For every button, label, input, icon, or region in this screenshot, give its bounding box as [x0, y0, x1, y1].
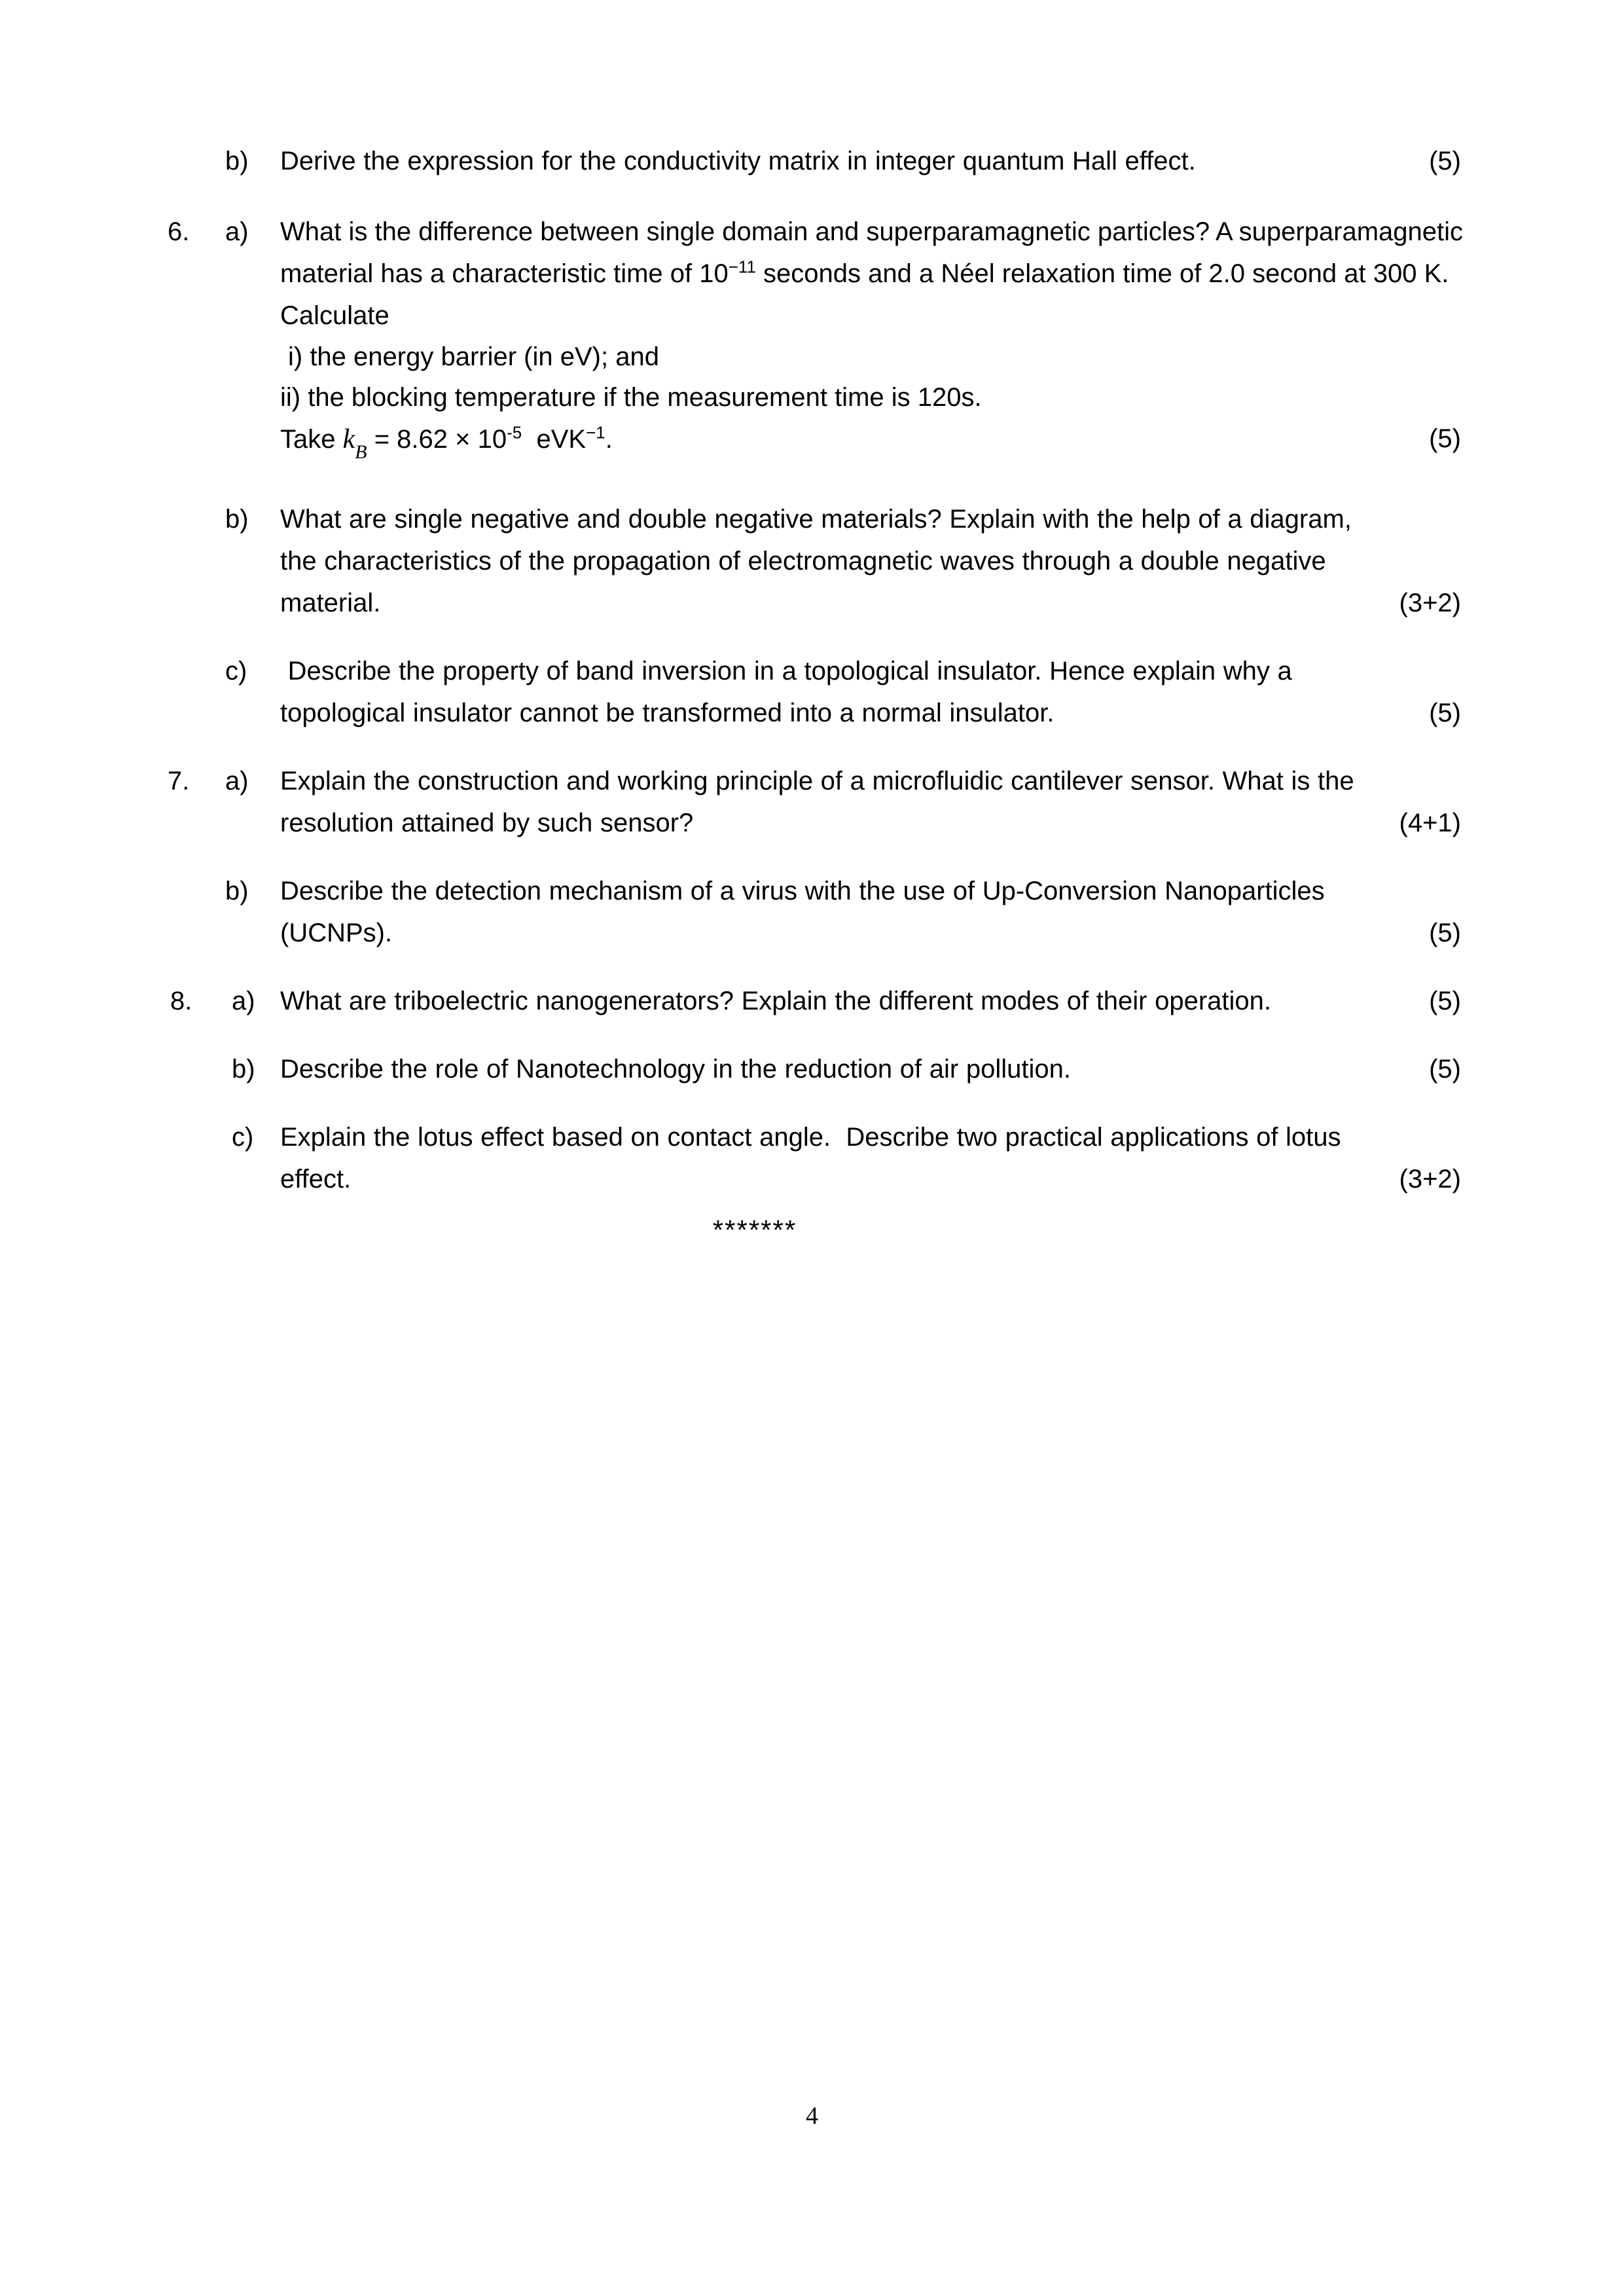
question-text [280, 870, 1355, 954]
question-text [280, 760, 1362, 844]
question-marks: (5) [1429, 424, 1461, 453]
formula-base: 10 [470, 425, 507, 454]
formula-prefix: Take [280, 425, 343, 454]
formula-row [280, 418, 1465, 469]
question-text [280, 140, 1355, 182]
question-number: 8. [170, 987, 192, 1015]
question-sublabel: c) [225, 657, 247, 685]
subitem-i: i) the energy barrier (in eV); and [288, 342, 659, 371]
question-text [280, 498, 1360, 624]
question-sublabel: a) [232, 987, 255, 1015]
spacer [162, 182, 1465, 211]
question-exponent: −11 [728, 257, 756, 277]
spacer [162, 734, 1465, 760]
question-text-body: Explain the construction and working principle of a microfluidic cantilever sensor. What is the resolution attained by such sensor? [280, 767, 1362, 837]
question-marks: (3+2) [1399, 589, 1461, 617]
question-text-body: Describe the detection mechanism of a virus with the use of Up-Conversion Nanoparticles (UCNPs). [280, 877, 1333, 947]
formula-period: . [605, 425, 613, 454]
question-text [280, 980, 1355, 1022]
question-text-part1: What is the difference between single domain and superparamagnetic particles? A superparamagnetic material has a characteristic time of 10 [280, 217, 1464, 288]
page-number: 4 [806, 2102, 818, 2130]
question-text [280, 211, 1465, 469]
boltzmann-constant-formula [280, 418, 1355, 469]
spacer [162, 954, 1465, 980]
question-sublabel: a) [225, 217, 249, 246]
formula-unit-exponent: −1 [586, 422, 605, 443]
spacer [162, 1022, 1465, 1048]
formula-symbol-subscript: B [355, 441, 367, 463]
spacer [162, 624, 1465, 650]
question-text-body: Derive the expression for the conductivity matrix in integer quantum Hall effect. [280, 147, 1196, 175]
question-row [162, 760, 1465, 844]
questions-container [162, 140, 1465, 1248]
question-text-body: What are triboelectric nanogenerators? Explain the different modes of their operation. [280, 987, 1272, 1015]
formula-times: × [455, 425, 471, 454]
question-row [162, 870, 1465, 954]
question-row [162, 140, 1465, 182]
question-row [162, 211, 1465, 469]
formula-symbol: k [342, 424, 355, 454]
question-text [280, 650, 1355, 734]
formula-unit: eVK [522, 425, 586, 454]
spacer [162, 844, 1465, 870]
question-row [162, 498, 1465, 624]
question-marks: (5) [1429, 1055, 1461, 1084]
question-marks: (4+1) [1399, 809, 1461, 837]
question-text [280, 1048, 1355, 1090]
spacer [162, 1090, 1465, 1116]
question-row [162, 1116, 1465, 1200]
subitem-ii: ii) the blocking temperature if the measurement time is 120s. [280, 383, 982, 412]
end-of-paper-marker: ******* [712, 1214, 797, 1245]
question-sublabel: b) [225, 505, 249, 534]
question-sublabel: b) [225, 147, 249, 175]
question-text-part2: seconds and a Néel relaxation time of 2.0 second at 300 K. Calculate [280, 259, 1449, 330]
formula-equals: = 8.62 [367, 425, 456, 454]
question-marks: (5) [1429, 919, 1461, 947]
question-marks: (5) [1429, 987, 1461, 1015]
question-row [162, 650, 1465, 734]
question-sublabel: b) [232, 1055, 255, 1084]
question-sublabel: a) [225, 767, 249, 795]
spacer [162, 469, 1465, 498]
question-number: 6. [168, 217, 190, 246]
question-sublabel: b) [225, 877, 249, 905]
question-text-body: Describe the role of Nanotechnology in the reduction of air pollution. [280, 1055, 1071, 1084]
question-text-body: Describe the property of band inversion in a topological insulator. Hence explain why a topological insulator cannot be transformed into a normal insulator. [280, 657, 1300, 727]
question-marks: (5) [1429, 147, 1461, 175]
question-marks: (5) [1429, 699, 1461, 727]
question-sublabel: c) [232, 1123, 254, 1152]
question-row [162, 1048, 1465, 1090]
question-text-body: What are single negative and double negative materials? Explain with the help of a diagram, the characteristics of the propagation of electromagnetic waves through a double negative material. [280, 505, 1360, 617]
question-number: 7. [168, 767, 190, 795]
formula-exponent: -5 [507, 422, 522, 443]
question-text [280, 1116, 1355, 1200]
question-marks: (3+2) [1399, 1165, 1461, 1194]
question-row [162, 980, 1465, 1022]
question-text-body: Explain the lotus effect based on contact angle. Describe two practical applications of lotus effect. [280, 1123, 1349, 1194]
